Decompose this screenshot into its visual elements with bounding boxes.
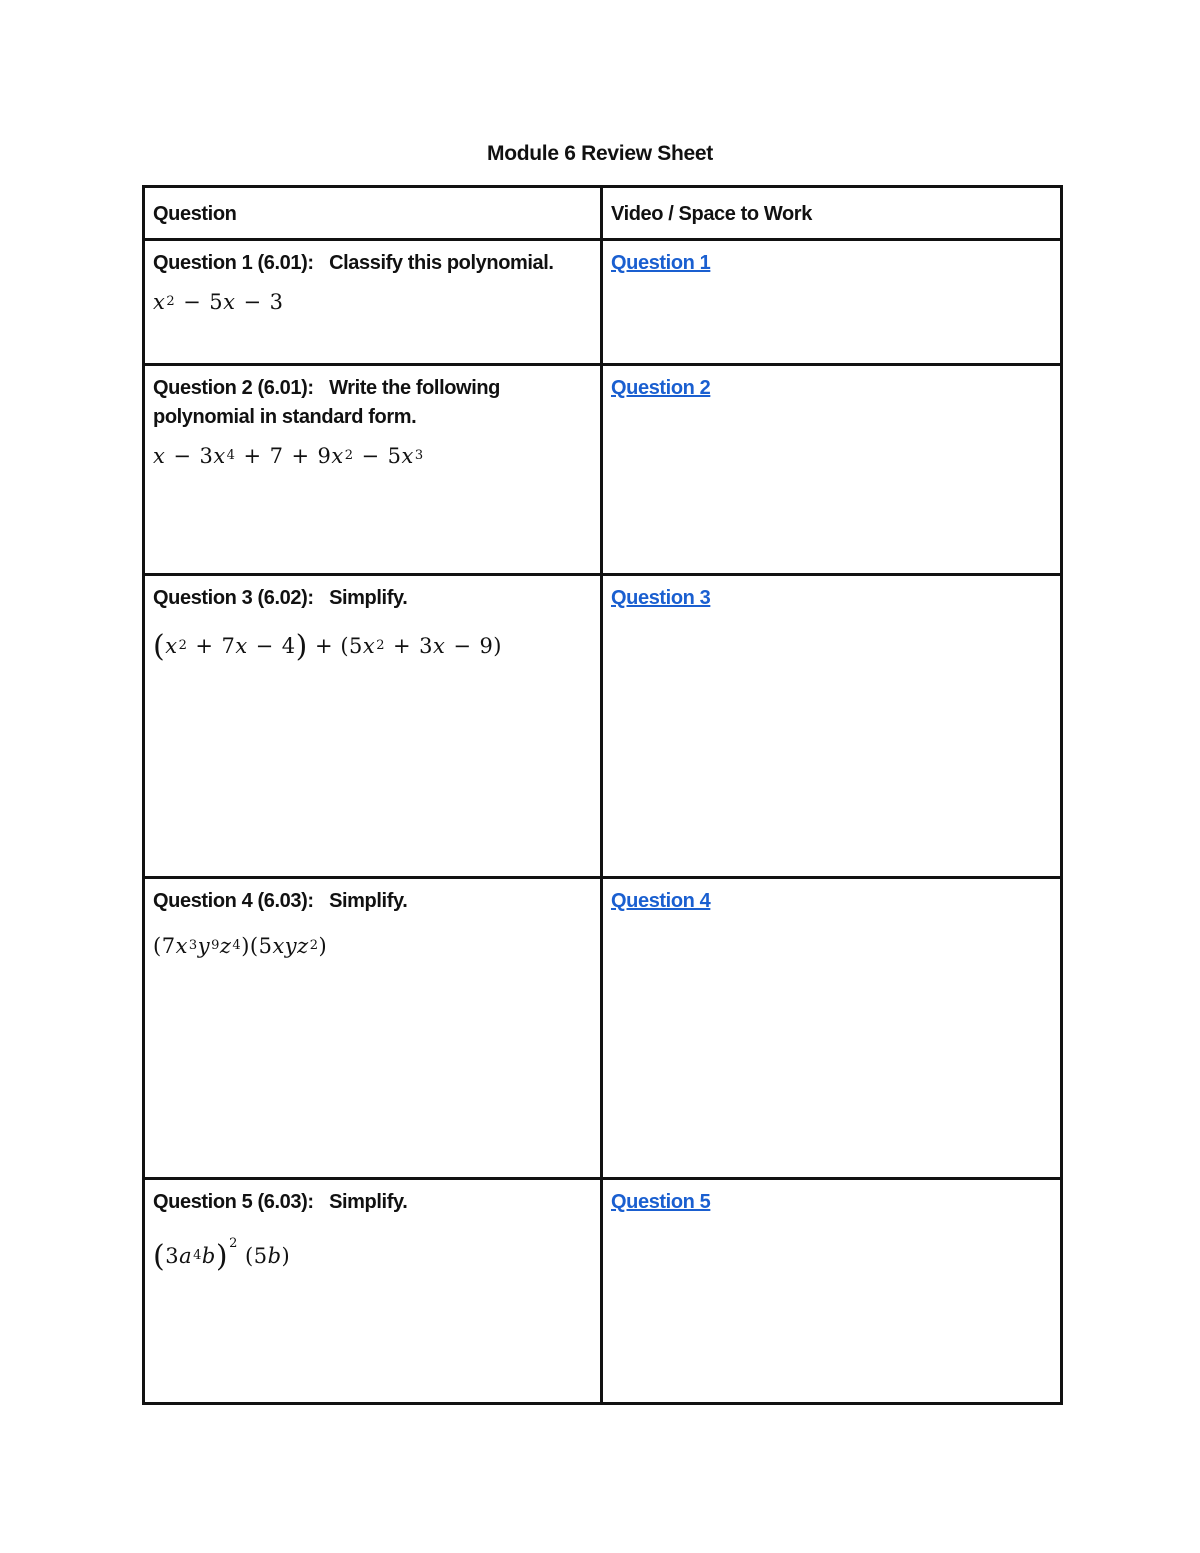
math-expression: $(x^2 + 7x - 4) + (5x^2 + 3x - 9)$ (153, 629, 502, 664)
table-header-row (144, 187, 1062, 240)
video-cell (602, 575, 1062, 878)
table-row (144, 1179, 1062, 1404)
table-row (144, 575, 1062, 878)
question-link[interactable]: Question 1 (611, 252, 711, 274)
question-link[interactable]: Question 3 (611, 587, 711, 609)
table-row (144, 365, 1062, 575)
table-row (144, 240, 1062, 365)
question-link[interactable]: Question 4 (611, 890, 711, 912)
question-link[interactable]: Question 2 (611, 377, 711, 399)
video-cell (602, 365, 1062, 575)
question-cell (144, 365, 602, 575)
review-table (142, 185, 1063, 1405)
question-link[interactable]: Question 5 (611, 1191, 711, 1213)
question-cell (144, 575, 602, 878)
question-prompt: Question 1 (6.01): Classify this polynomial. (153, 252, 554, 274)
video-cell (602, 240, 1062, 365)
math-expression: $x^2 - 5x - 3$ (153, 290, 284, 314)
header-video: Video / Space to Work (602, 187, 1062, 240)
math-expression: $x - 3x^4 + 7 + 9x^2 - 5x^3$ (153, 444, 424, 468)
question-prompt: Question 5 (6.03): Simplify. (153, 1191, 408, 1213)
question-prompt: Question 2 (6.01): Write the following polynomial in standard form. (153, 377, 506, 428)
table-row (144, 878, 1062, 1179)
question-cell (144, 1179, 602, 1404)
question-prompt: Question 4 (6.03): Simplify. (153, 890, 408, 912)
question-cell (144, 878, 602, 1179)
page-title: Module 6 Review Sheet (487, 142, 713, 165)
video-cell (602, 1179, 1062, 1404)
math-expression: $(3a^4b)^2$ (5b) (153, 1236, 291, 1274)
math-expression: $(7x^3y^9z^4)(5xyz^2)$ (153, 934, 328, 958)
header-question: Question (144, 187, 602, 240)
question-prompt: Question 3 (6.02): Simplify. (153, 587, 408, 609)
video-cell (602, 878, 1062, 1179)
question-cell (144, 240, 602, 365)
